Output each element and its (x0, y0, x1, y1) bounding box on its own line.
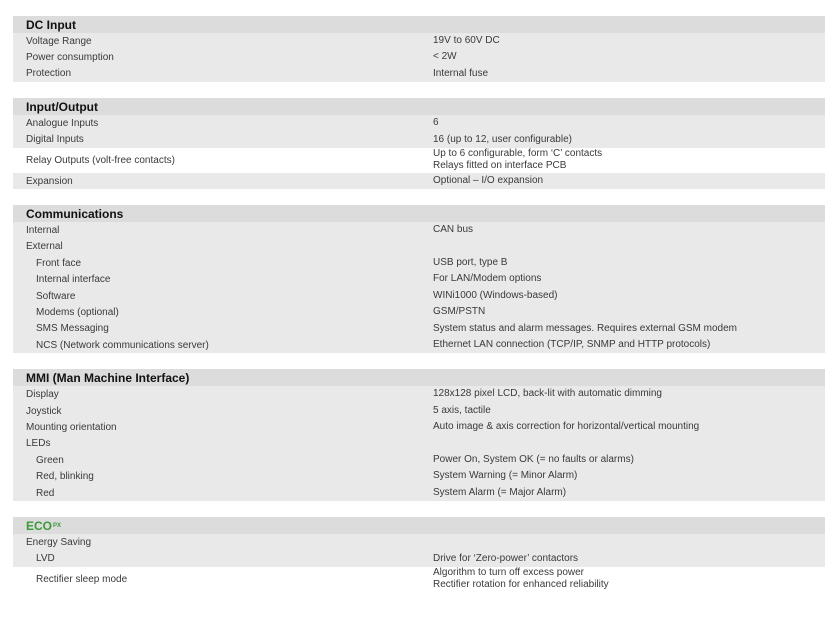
row-label: Software (36, 290, 76, 302)
row-value-line: System Alarm (= Major Alarm) (433, 486, 567, 498)
row-value (433, 115, 439, 131)
row-value-line: USB port, type B (433, 257, 508, 269)
row-label: Rectifier sleep mode (36, 573, 128, 585)
row-label: Power consumption (26, 52, 114, 64)
table-row (13, 132, 825, 148)
row-value-line: 5 axis, tactile (433, 404, 491, 416)
row-value (433, 452, 634, 468)
row-value-line: Algorithm to turn off excess power (433, 566, 584, 578)
row-label: Protection (26, 68, 72, 80)
section-title-text: DC Input (26, 17, 76, 32)
row-label: NCS (Network communications server) (36, 339, 209, 351)
table-row (13, 288, 825, 304)
table-row (13, 485, 825, 501)
row-value-line: 6 (433, 117, 439, 129)
row-value (433, 49, 457, 65)
table-row (13, 551, 825, 567)
section-title-superscript: PX (53, 522, 62, 529)
table-row (13, 534, 825, 550)
row-label: Voltage Range (26, 35, 92, 47)
section-gap (13, 501, 825, 517)
table-row (13, 222, 825, 238)
table-row (13, 452, 825, 468)
row-value-line: Rectifier rotation for enhanced reliability (433, 579, 609, 591)
table-row (13, 337, 825, 353)
row-value (433, 255, 507, 271)
table-row (13, 468, 825, 484)
row-value (433, 551, 578, 567)
row-label: Expansion (26, 175, 73, 187)
row-label: SMS Messaging (36, 323, 109, 335)
row-value (433, 419, 699, 435)
section-title-text: Input/Output (26, 99, 98, 114)
row-value (433, 485, 566, 501)
table-row (13, 304, 825, 320)
row-value-line: Internal fuse (433, 67, 489, 79)
table-row (13, 403, 825, 419)
row-value-line: Power On, System OK (= no faults or alarms) (433, 453, 634, 465)
spec-table (13, 16, 825, 592)
section-title (26, 16, 76, 33)
table-row (13, 173, 825, 189)
table-row (13, 33, 825, 49)
section-header (13, 205, 825, 222)
table-row (13, 148, 825, 173)
section-gap (13, 82, 825, 98)
section-header (13, 369, 825, 386)
section-header (13, 517, 825, 534)
section-title-text: MMI (Man Machine Interface) (26, 370, 190, 385)
row-label: LEDs (26, 438, 51, 450)
table-row (13, 49, 825, 65)
section-header (13, 98, 825, 115)
row-value-line: Optional – I/O expansion (433, 174, 544, 186)
row-value (433, 288, 558, 304)
row-value-line: System Warning (= Minor Alarm) (433, 470, 578, 482)
row-value (433, 386, 662, 402)
table-row (13, 567, 825, 592)
row-label: Modems (optional) (36, 306, 119, 318)
row-value-line: 16 (up to 12, user configurable) (433, 133, 572, 145)
section-title (26, 98, 98, 115)
row-value-line: < 2W (433, 51, 457, 63)
row-value (433, 403, 491, 419)
row-label: LVD (36, 553, 55, 565)
row-value (433, 148, 602, 173)
row-value-line: System status and alarm messages. Requires external GSM modem (433, 322, 738, 334)
section-title-text: ECO (26, 518, 53, 533)
row-value (433, 468, 577, 484)
row-value (433, 173, 543, 189)
row-label: Red, blinking (36, 471, 94, 483)
row-value-line: 19V to 60V DC (433, 34, 500, 46)
row-value-line: 128x128 pixel LCD, back-lit with automatic dimming (433, 388, 662, 400)
row-value-line: GSM/PSTN (433, 306, 486, 318)
row-value (433, 222, 473, 238)
table-row (13, 115, 825, 131)
row-label: Analogue Inputs (26, 117, 99, 129)
table-row (13, 66, 825, 82)
table-row (13, 239, 825, 255)
row-value-line: Auto image & axis correction for horizontal/vertical mounting (433, 421, 700, 433)
section-title (26, 369, 189, 386)
table-row (13, 386, 825, 402)
row-label: Relay Outputs (volt-free contacts) (26, 154, 175, 166)
row-label: Internal interface (36, 274, 111, 286)
row-value-line: WINi1000 (Windows-based) (433, 289, 558, 301)
row-value-line: Ethernet LAN connection (TCP/IP, SNMP and HTTP protocols) (433, 339, 711, 351)
row-value (433, 337, 710, 353)
table-row (13, 436, 825, 452)
row-label: Red (36, 487, 55, 499)
row-value (433, 272, 541, 288)
row-value-line: For LAN/Modem options (433, 273, 542, 285)
row-value (433, 33, 500, 49)
row-label: Digital Inputs (26, 134, 84, 146)
section-title-text: Communications (26, 206, 124, 221)
row-value-line: Up to 6 configurable, form ‘C’ contacts (433, 147, 603, 159)
section-header (13, 16, 825, 33)
row-value (433, 321, 737, 337)
row-value-line: Drive for ‘Zero-power’ contactors (433, 552, 579, 564)
row-value-line: CAN bus (433, 224, 474, 236)
section-gap (13, 353, 825, 369)
table-row (13, 419, 825, 435)
row-value-line: Relays fitted on interface PCB (433, 160, 567, 172)
row-label: Display (26, 389, 59, 401)
row-value (433, 66, 488, 82)
row-label: Green (36, 454, 64, 466)
section-title (26, 517, 61, 534)
row-label: Joystick (26, 405, 62, 417)
section-gap (13, 189, 825, 205)
row-label: External (26, 241, 63, 253)
row-value (433, 304, 485, 320)
row-label: Front face (36, 257, 82, 269)
row-label: Internal (26, 225, 60, 237)
row-label: Mounting orientation (26, 421, 117, 433)
table-row (13, 255, 825, 271)
table-row (13, 272, 825, 288)
row-label: Energy Saving (26, 536, 92, 548)
table-row (13, 321, 825, 337)
section-title (26, 205, 123, 222)
row-value (433, 567, 609, 592)
row-value (433, 132, 572, 148)
